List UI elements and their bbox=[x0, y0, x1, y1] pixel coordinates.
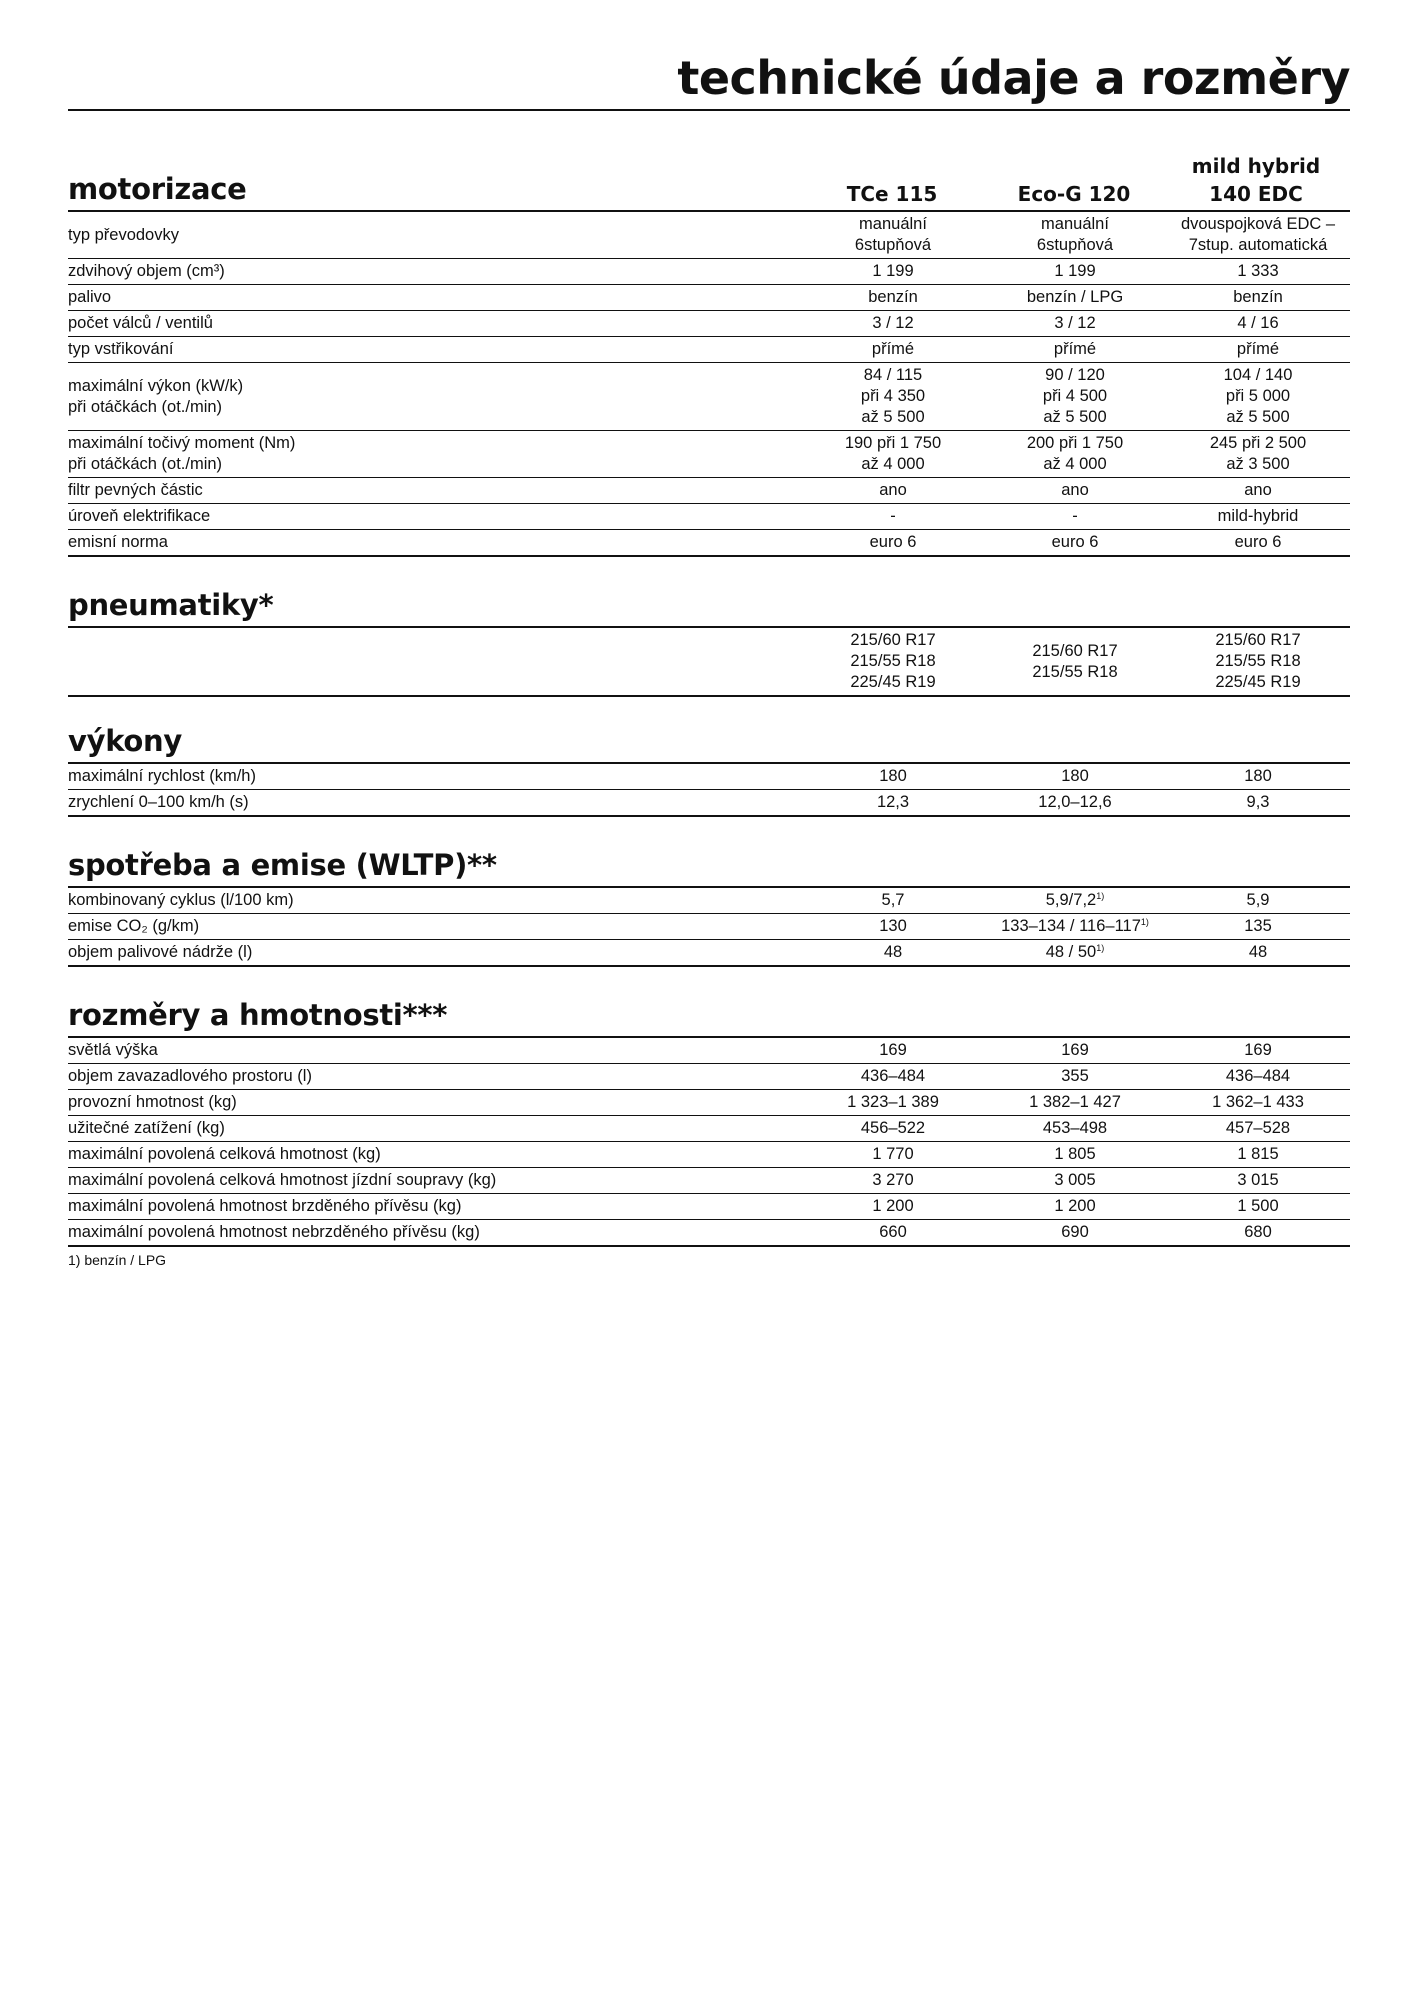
value-text: 1 323–1 389 bbox=[847, 1093, 939, 1111]
value-text: 180 bbox=[1244, 767, 1272, 785]
column-header-mildhybrid: mild hybrid 140 EDC bbox=[1191, 154, 1321, 206]
value-text: 690 bbox=[1061, 1223, 1089, 1241]
row-value bbox=[1166, 339, 1350, 360]
value-text: 3 / 12 bbox=[1054, 314, 1096, 332]
row-label: typ vstřikování bbox=[68, 340, 174, 358]
value-text: 660 bbox=[879, 1223, 907, 1241]
row-value bbox=[984, 1144, 1166, 1165]
table-row bbox=[68, 1090, 1350, 1116]
value-text: 457–528 bbox=[1225, 1119, 1291, 1137]
row-label: maximální povolená hmotnost brzděného přívěsu (kg) bbox=[68, 1197, 462, 1215]
table-row bbox=[68, 1142, 1350, 1168]
table-row bbox=[68, 478, 1350, 504]
row-label: objem zavazadlového prostoru (l) bbox=[68, 1067, 312, 1085]
table-row bbox=[68, 888, 1350, 914]
value-text: 456–522 bbox=[860, 1119, 926, 1137]
value-text: benzín bbox=[868, 288, 918, 306]
value-text: 200 při 1 750 až 4 000 bbox=[1026, 434, 1124, 473]
row-label: maximální povolená hmotnost nebrzděného přívěsu (kg) bbox=[68, 1223, 480, 1241]
value-text: 1 200 bbox=[872, 1197, 914, 1215]
table-vykony bbox=[68, 762, 1350, 817]
row-value bbox=[1166, 942, 1350, 963]
value-text: přímé bbox=[1236, 340, 1280, 358]
value-text: 90 / 120 při 4 500 až 5 500 bbox=[1042, 366, 1108, 426]
section-motorizace bbox=[68, 140, 1350, 557]
value-text: 135 bbox=[1244, 917, 1272, 935]
row-value bbox=[802, 287, 984, 308]
row-label: filtr pevných částic bbox=[68, 481, 203, 499]
table-row bbox=[68, 337, 1350, 363]
row-value bbox=[1166, 1196, 1350, 1217]
section-heading: pneumatiky* bbox=[68, 588, 274, 622]
table-row bbox=[68, 363, 1350, 431]
table-row bbox=[68, 1116, 1350, 1142]
row-value bbox=[1166, 890, 1350, 911]
value-text: 3 015 bbox=[1237, 1171, 1279, 1189]
row-value bbox=[1166, 1066, 1350, 1087]
footnote-marker: 1) bbox=[1096, 891, 1105, 901]
value-text: - bbox=[1072, 507, 1078, 525]
row-label: maximální povolená celková hmotnost jízdní soupravy (kg) bbox=[68, 1171, 497, 1189]
value-text: 3 005 bbox=[1054, 1171, 1096, 1189]
row-value bbox=[1166, 1092, 1350, 1113]
value-text: euro 6 bbox=[869, 533, 917, 551]
table-row bbox=[68, 212, 1350, 259]
row-value bbox=[984, 532, 1166, 553]
row-value bbox=[1166, 532, 1350, 553]
row-value bbox=[984, 506, 1166, 527]
row-label: kombinovaný cyklus (l/100 km) bbox=[68, 891, 294, 909]
value-text: 1 200 bbox=[1054, 1197, 1096, 1215]
row-value bbox=[984, 942, 1166, 963]
row-label: maximální povolená celková hmotnost (kg) bbox=[68, 1145, 381, 1163]
column-header-tce115: TCe 115 bbox=[846, 182, 938, 206]
value-text: 215/60 R17 215/55 R18 bbox=[1032, 641, 1118, 681]
row-label: užitečné zatížení (kg) bbox=[68, 1119, 225, 1137]
row-value bbox=[1166, 313, 1350, 334]
table-row bbox=[68, 259, 1350, 285]
table-row bbox=[68, 628, 1350, 697]
row-value bbox=[802, 942, 984, 963]
table-pneumatiky bbox=[68, 626, 1350, 697]
row-label: provozní hmotnost (kg) bbox=[68, 1093, 237, 1111]
value-text: 133–134 / 116–117 bbox=[1001, 917, 1141, 935]
row-value bbox=[984, 261, 1166, 282]
row-value bbox=[802, 1066, 984, 1087]
section-rozmery bbox=[68, 976, 1350, 1247]
row-label: objem palivové nádrže (l) bbox=[68, 943, 253, 961]
section-vykony bbox=[68, 702, 1350, 817]
value-text: 1 362–1 433 bbox=[1212, 1093, 1304, 1111]
row-value bbox=[802, 630, 984, 693]
value-text: 48 bbox=[883, 943, 903, 961]
value-text: 5,7 bbox=[881, 891, 905, 909]
value-text: 12,3 bbox=[876, 793, 910, 811]
value-text: 180 bbox=[879, 767, 907, 785]
row-value bbox=[1166, 1040, 1350, 1061]
value-text: 5,9/7,2 bbox=[1045, 891, 1097, 909]
value-text: 1 333 bbox=[1237, 262, 1279, 280]
row-value bbox=[802, 1118, 984, 1139]
row-value bbox=[984, 1170, 1166, 1191]
table-row bbox=[68, 1064, 1350, 1090]
row-value bbox=[802, 890, 984, 911]
table-row bbox=[68, 1220, 1350, 1247]
row-label: emisní norma bbox=[68, 533, 168, 551]
row-value bbox=[984, 890, 1166, 911]
value-text: 3 270 bbox=[872, 1171, 914, 1189]
row-value bbox=[1166, 287, 1350, 308]
table-row bbox=[68, 530, 1350, 557]
row-value bbox=[802, 313, 984, 334]
row-label: maximální točivý moment (Nm) při otáčkách (ot./min) bbox=[68, 434, 296, 473]
table-row bbox=[68, 764, 1350, 790]
row-value bbox=[984, 1040, 1166, 1061]
row-value bbox=[802, 1170, 984, 1191]
table-spotreba bbox=[68, 886, 1350, 967]
row-value bbox=[802, 1196, 984, 1217]
value-text: benzín / LPG bbox=[1026, 288, 1124, 306]
row-value bbox=[802, 214, 984, 256]
row-value bbox=[984, 1066, 1166, 1087]
value-text: benzín bbox=[1233, 288, 1283, 306]
value-text: 169 bbox=[1244, 1041, 1272, 1059]
row-value bbox=[1166, 1222, 1350, 1243]
value-text: dvouspojková EDC – 7stup. automatická bbox=[1180, 215, 1336, 254]
row-value bbox=[984, 214, 1166, 256]
value-text: 48 / 50 bbox=[1045, 943, 1097, 961]
row-value bbox=[802, 766, 984, 787]
row-value bbox=[802, 261, 984, 282]
row-label: počet válců / ventilů bbox=[68, 314, 213, 332]
footnote-marker: 1) bbox=[1096, 943, 1105, 953]
value-text: manuální 6stupňová bbox=[1036, 215, 1114, 254]
value-text: 190 při 1 750 až 4 000 bbox=[844, 434, 942, 473]
value-text: 169 bbox=[1061, 1041, 1089, 1059]
row-value bbox=[1166, 630, 1350, 693]
table-motorizace bbox=[68, 210, 1350, 557]
value-text: 84 / 115 při 4 350 až 5 500 bbox=[860, 366, 926, 426]
value-text: 436–484 bbox=[1225, 1067, 1291, 1085]
row-value bbox=[1166, 792, 1350, 813]
value-text: 1 199 bbox=[1054, 262, 1096, 280]
row-value bbox=[984, 1118, 1166, 1139]
table-row bbox=[68, 1038, 1350, 1064]
value-text: 130 bbox=[879, 917, 907, 935]
table-rozmery bbox=[68, 1036, 1350, 1247]
value-text: 215/60 R17 215/55 R18 225/45 R19 bbox=[1215, 631, 1301, 691]
row-value bbox=[984, 641, 1166, 683]
column-header-ecog120: Eco-G 120 bbox=[1017, 182, 1131, 206]
table-row bbox=[68, 790, 1350, 817]
value-text: 1 770 bbox=[872, 1145, 914, 1163]
row-label: zrychlení 0–100 km/h (s) bbox=[68, 793, 249, 811]
row-value bbox=[802, 1092, 984, 1113]
value-text: ano bbox=[1061, 481, 1089, 499]
row-value bbox=[802, 433, 984, 475]
row-value bbox=[984, 1092, 1166, 1113]
footnote-marker: 1) bbox=[1140, 917, 1149, 927]
value-text: 1 815 bbox=[1237, 1145, 1279, 1163]
row-value bbox=[1166, 480, 1350, 501]
row-value bbox=[1166, 261, 1350, 282]
row-value bbox=[1166, 214, 1350, 256]
table-row bbox=[68, 311, 1350, 337]
row-value bbox=[984, 480, 1166, 501]
value-text: 1 199 bbox=[872, 262, 914, 280]
row-value bbox=[802, 339, 984, 360]
value-text: ano bbox=[879, 481, 907, 499]
table-row bbox=[68, 431, 1350, 478]
value-text: mild-hybrid bbox=[1217, 507, 1299, 525]
value-text: 680 bbox=[1244, 1223, 1272, 1241]
value-text: 1 500 bbox=[1237, 1197, 1279, 1215]
table-row bbox=[68, 285, 1350, 311]
value-text: 245 při 2 500 až 3 500 bbox=[1209, 434, 1307, 473]
row-value bbox=[984, 339, 1166, 360]
row-value bbox=[1166, 1144, 1350, 1165]
value-text: 1 805 bbox=[1054, 1145, 1096, 1163]
value-text: 180 bbox=[1061, 767, 1089, 785]
row-value bbox=[984, 365, 1166, 428]
row-value bbox=[984, 766, 1166, 787]
row-value bbox=[984, 433, 1166, 475]
value-text: 3 / 12 bbox=[872, 314, 914, 332]
row-value bbox=[1166, 766, 1350, 787]
row-label: typ převodovky bbox=[68, 225, 179, 244]
value-text: přímé bbox=[871, 340, 915, 358]
row-label: maximální výkon (kW/k) při otáčkách (ot./min) bbox=[68, 376, 244, 416]
row-label: úroveň elektrifikace bbox=[68, 507, 211, 525]
row-value bbox=[984, 792, 1166, 813]
value-text: 436–484 bbox=[860, 1067, 926, 1085]
row-value bbox=[1166, 365, 1350, 428]
value-text: 453–498 bbox=[1042, 1119, 1108, 1137]
row-value bbox=[802, 1222, 984, 1243]
row-label: emise CO₂ (g/km) bbox=[68, 917, 200, 935]
table-row bbox=[68, 914, 1350, 940]
value-text: 215/60 R17 215/55 R18 225/45 R19 bbox=[850, 631, 936, 691]
section-heading: výkony bbox=[68, 724, 182, 758]
section-pneumatiky bbox=[68, 566, 1350, 697]
table-row bbox=[68, 1194, 1350, 1220]
page-title: technické údaje a rozměry bbox=[677, 51, 1350, 105]
row-value bbox=[984, 313, 1166, 334]
value-text: přímé bbox=[1053, 340, 1097, 358]
value-text: 48 bbox=[1248, 943, 1268, 961]
title-divider bbox=[68, 109, 1350, 111]
row-label: maximální rychlost (km/h) bbox=[68, 767, 256, 785]
section-heading: spotřeba a emise (WLTP)** bbox=[68, 848, 497, 882]
value-text: manuální 6stupňová bbox=[854, 215, 932, 254]
value-text: 5,9 bbox=[1246, 891, 1270, 909]
row-value bbox=[802, 916, 984, 937]
value-text: ano bbox=[1244, 481, 1272, 499]
row-label: palivo bbox=[68, 288, 112, 306]
value-text: 104 / 140 při 5 000 až 5 500 bbox=[1223, 366, 1293, 426]
value-text: 4 / 16 bbox=[1237, 314, 1279, 332]
value-text: - bbox=[890, 507, 896, 525]
table-row bbox=[68, 504, 1350, 530]
row-value bbox=[802, 365, 984, 428]
value-text: 355 bbox=[1061, 1067, 1089, 1085]
section-heading: motorizace bbox=[68, 172, 247, 206]
row-label: světlá výška bbox=[68, 1041, 158, 1059]
table-row bbox=[68, 1168, 1350, 1194]
row-value bbox=[802, 792, 984, 813]
row-value bbox=[984, 1222, 1166, 1243]
value-text: 169 bbox=[879, 1041, 907, 1059]
value-text: euro 6 bbox=[1051, 533, 1099, 551]
row-value bbox=[1166, 506, 1350, 527]
section-heading: rozměry a hmotnosti*** bbox=[68, 998, 448, 1032]
row-value bbox=[984, 1196, 1166, 1217]
row-value bbox=[984, 287, 1166, 308]
row-value bbox=[1166, 1118, 1350, 1139]
row-value bbox=[1166, 1170, 1350, 1191]
row-value bbox=[802, 532, 984, 553]
value-text: 9,3 bbox=[1246, 793, 1270, 811]
row-value bbox=[1166, 916, 1350, 937]
table-row bbox=[68, 940, 1350, 967]
section-spotreba bbox=[68, 826, 1350, 967]
row-value bbox=[984, 916, 1166, 937]
row-value bbox=[802, 1144, 984, 1165]
row-value bbox=[802, 480, 984, 501]
value-text: 12,0–12,6 bbox=[1038, 793, 1112, 811]
row-value bbox=[802, 506, 984, 527]
row-value bbox=[1166, 433, 1350, 475]
value-text: euro 6 bbox=[1234, 533, 1282, 551]
row-value bbox=[802, 1040, 984, 1061]
value-text: 1 382–1 427 bbox=[1029, 1093, 1121, 1111]
row-label: zdvihový objem (cm³) bbox=[68, 262, 225, 280]
footnote: 1) benzín / LPG bbox=[68, 1252, 167, 1268]
